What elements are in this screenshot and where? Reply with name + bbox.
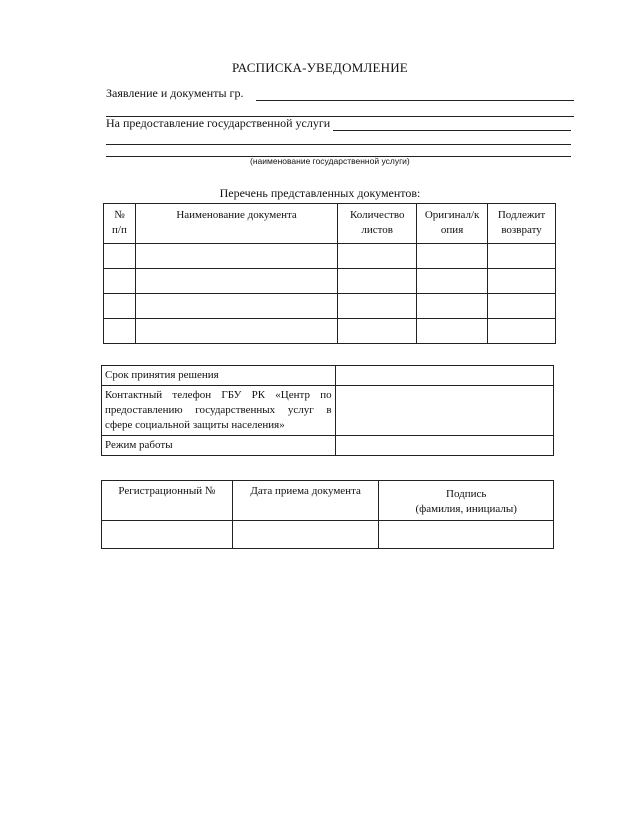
documents-list-title: Перечень представленных документов:: [219, 186, 421, 200]
col-number: № п/п: [104, 204, 136, 244]
accept-date-cell[interactable]: [232, 521, 379, 549]
document-cell[interactable]: [104, 269, 136, 294]
col-signature: Подпись (фамилия, инициалы): [379, 481, 554, 521]
table-row: [104, 269, 556, 294]
col-original-copy: Оригинал/к опия: [417, 204, 488, 244]
registration-number-cell[interactable]: [102, 521, 233, 549]
registration-table-header: [102, 481, 554, 521]
document-cell[interactable]: [135, 244, 337, 269]
work-schedule-value[interactable]: [335, 436, 553, 456]
signature-cell[interactable]: [379, 521, 554, 549]
registration-table: [101, 480, 554, 549]
document-cell[interactable]: [104, 319, 136, 344]
service-caption: (наименование государственной услуги): [250, 156, 410, 166]
document-cell[interactable]: [135, 269, 337, 294]
document-cell[interactable]: [417, 244, 488, 269]
col-return: Подлежит возврату: [488, 204, 556, 244]
document-title: РАСПИСКА-УВЕДОМЛЕНИЕ: [232, 60, 408, 75]
contact-phone-value[interactable]: [335, 386, 553, 436]
document-cell[interactable]: [488, 269, 556, 294]
service-label: На предоставление государственной услуги: [106, 116, 331, 130]
table-row: [102, 366, 554, 386]
document-cell[interactable]: [417, 269, 488, 294]
table-row: [102, 436, 554, 456]
service-name-line[interactable]: [333, 130, 571, 131]
document-cell[interactable]: [135, 294, 337, 319]
col-registration-number: Регистрационный №: [102, 481, 233, 521]
document-cell[interactable]: [135, 319, 337, 344]
document-cell[interactable]: [338, 294, 417, 319]
table-row: [104, 319, 556, 344]
decision-term-label: Срок принятия решения: [102, 366, 336, 386]
statement-label: Заявление и документы гр.: [106, 86, 244, 100]
document-cell[interactable]: [104, 294, 136, 319]
col-sheet-count: Количество листов: [338, 204, 417, 244]
col-accept-date: Дата приема документа: [232, 481, 379, 521]
documents-table: [103, 203, 556, 344]
applicant-name-line[interactable]: [256, 100, 574, 101]
document-cell[interactable]: [338, 319, 417, 344]
document-cell[interactable]: [488, 319, 556, 344]
work-schedule-label: Режим работы: [102, 436, 336, 456]
document-cell[interactable]: [417, 319, 488, 344]
table-row: [102, 386, 554, 436]
document-cell[interactable]: [338, 269, 417, 294]
document-cell[interactable]: [104, 244, 136, 269]
documents-table-header: [104, 204, 556, 244]
document-cell[interactable]: [488, 294, 556, 319]
contact-phone-label: Контактный телефон ГБУ РК «Центр по предоставлению государственных услуг в сфере социальной защиты населения»: [102, 386, 336, 436]
table-row: [102, 521, 554, 549]
info-table: [101, 365, 554, 456]
table-row: [104, 294, 556, 319]
document-cell[interactable]: [488, 244, 556, 269]
service-name-line-2[interactable]: [106, 144, 571, 145]
decision-term-value[interactable]: [335, 366, 553, 386]
table-row: [104, 244, 556, 269]
document-cell[interactable]: [417, 294, 488, 319]
document-cell[interactable]: [338, 244, 417, 269]
col-document-name: Наименование документа: [135, 204, 337, 244]
